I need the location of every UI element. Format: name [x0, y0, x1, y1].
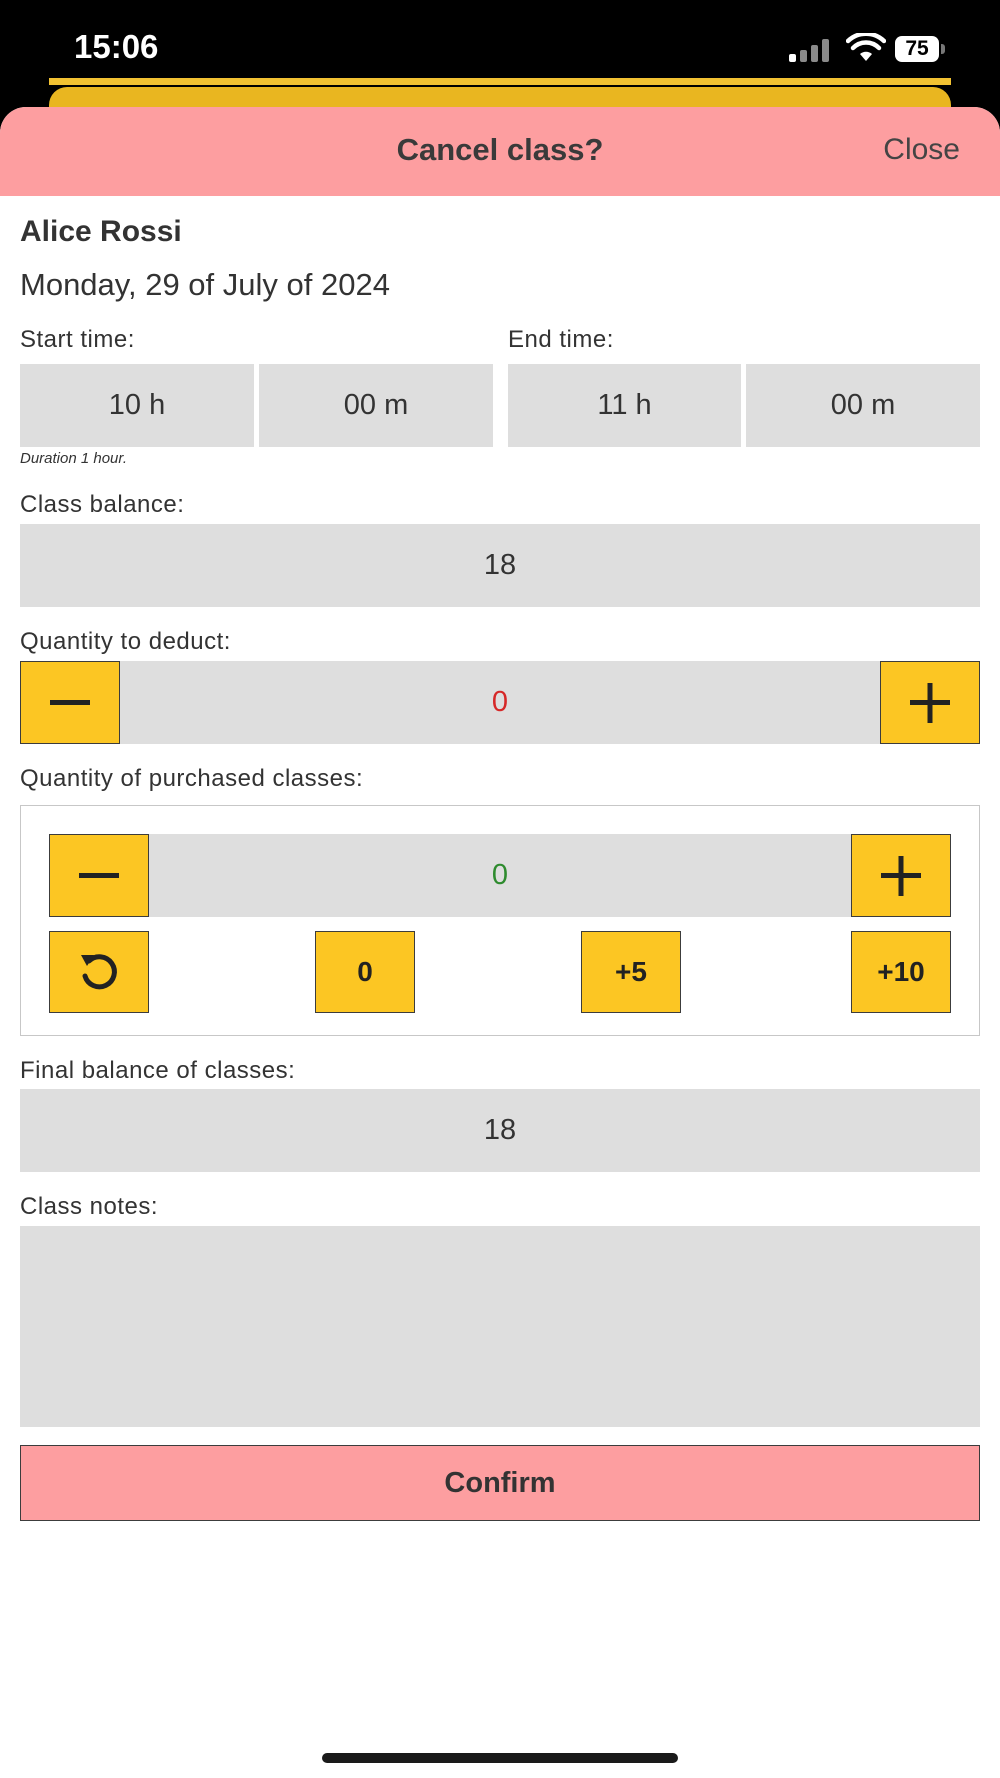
quick-add-10-label: +10: [877, 956, 925, 987]
quick-add-5-label: +5: [615, 956, 647, 987]
plus-icon: [908, 681, 952, 725]
student-name: Alice Rossi: [20, 215, 182, 248]
purchased-value: 0: [491, 859, 509, 891]
deduct-label: Quantity to deduct:: [20, 628, 231, 655]
quick-add-10-button[interactable]: [851, 931, 951, 1013]
confirm-button[interactable]: Confirm: [20, 1445, 980, 1521]
cancel-class-modal: [0, 107, 1000, 1778]
purchased-plus-button[interactable]: [851, 834, 951, 917]
class-notes-input[interactable]: [20, 1226, 980, 1427]
deduct-plus-button[interactable]: [880, 661, 980, 744]
class-balance-value: 18: [20, 524, 980, 607]
duration-text: Duration 1 hour.: [20, 450, 128, 467]
start-minute-select[interactable]: 00 m: [259, 364, 493, 447]
final-balance-label: Final balance of classes:: [20, 1057, 296, 1084]
home-indicator: [322, 1753, 678, 1763]
battery-tip: [941, 44, 945, 54]
start-time-label: Start time:: [20, 326, 135, 353]
deduct-minus-button[interactable]: [20, 661, 120, 744]
end-time-label: End time:: [508, 326, 614, 353]
purchased-stepper: [49, 834, 951, 917]
class-date: Monday, 29 of July of 2024: [20, 267, 390, 302]
end-hour-select[interactable]: 11 h: [508, 364, 741, 447]
end-minute-select[interactable]: 00 m: [746, 364, 980, 447]
reset-purchased-button[interactable]: [49, 931, 149, 1013]
wifi-icon: [846, 33, 886, 63]
purchased-minus-button[interactable]: [49, 834, 149, 917]
final-balance-value: 18: [20, 1089, 980, 1172]
purchased-label: Quantity of purchased classes:: [20, 765, 364, 792]
class-notes-label: Class notes:: [20, 1193, 159, 1220]
status-bar: [0, 0, 1000, 100]
signal-icon: [789, 38, 833, 62]
deduct-stepper: [20, 661, 980, 744]
close-button[interactable]: Close: [883, 133, 960, 166]
deduct-value: 0: [491, 686, 509, 718]
class-balance-label: Class balance:: [20, 491, 185, 518]
battery-icon: 75: [895, 36, 939, 62]
modal-title: Cancel class?: [396, 132, 604, 167]
minus-icon: [48, 681, 92, 725]
reset-icon: [76, 949, 122, 995]
plus-icon: [879, 854, 923, 898]
modal-header: [0, 107, 1000, 196]
status-time: 15:06: [74, 28, 159, 65]
minus-icon: [77, 854, 121, 898]
quick-add-5-button[interactable]: [581, 931, 681, 1013]
quick-add-0-label: 0: [357, 956, 373, 987]
sheet-behind-edge: [49, 78, 951, 85]
quick-add-0-button[interactable]: [315, 931, 415, 1013]
start-hour-select[interactable]: 10 h: [20, 364, 254, 447]
